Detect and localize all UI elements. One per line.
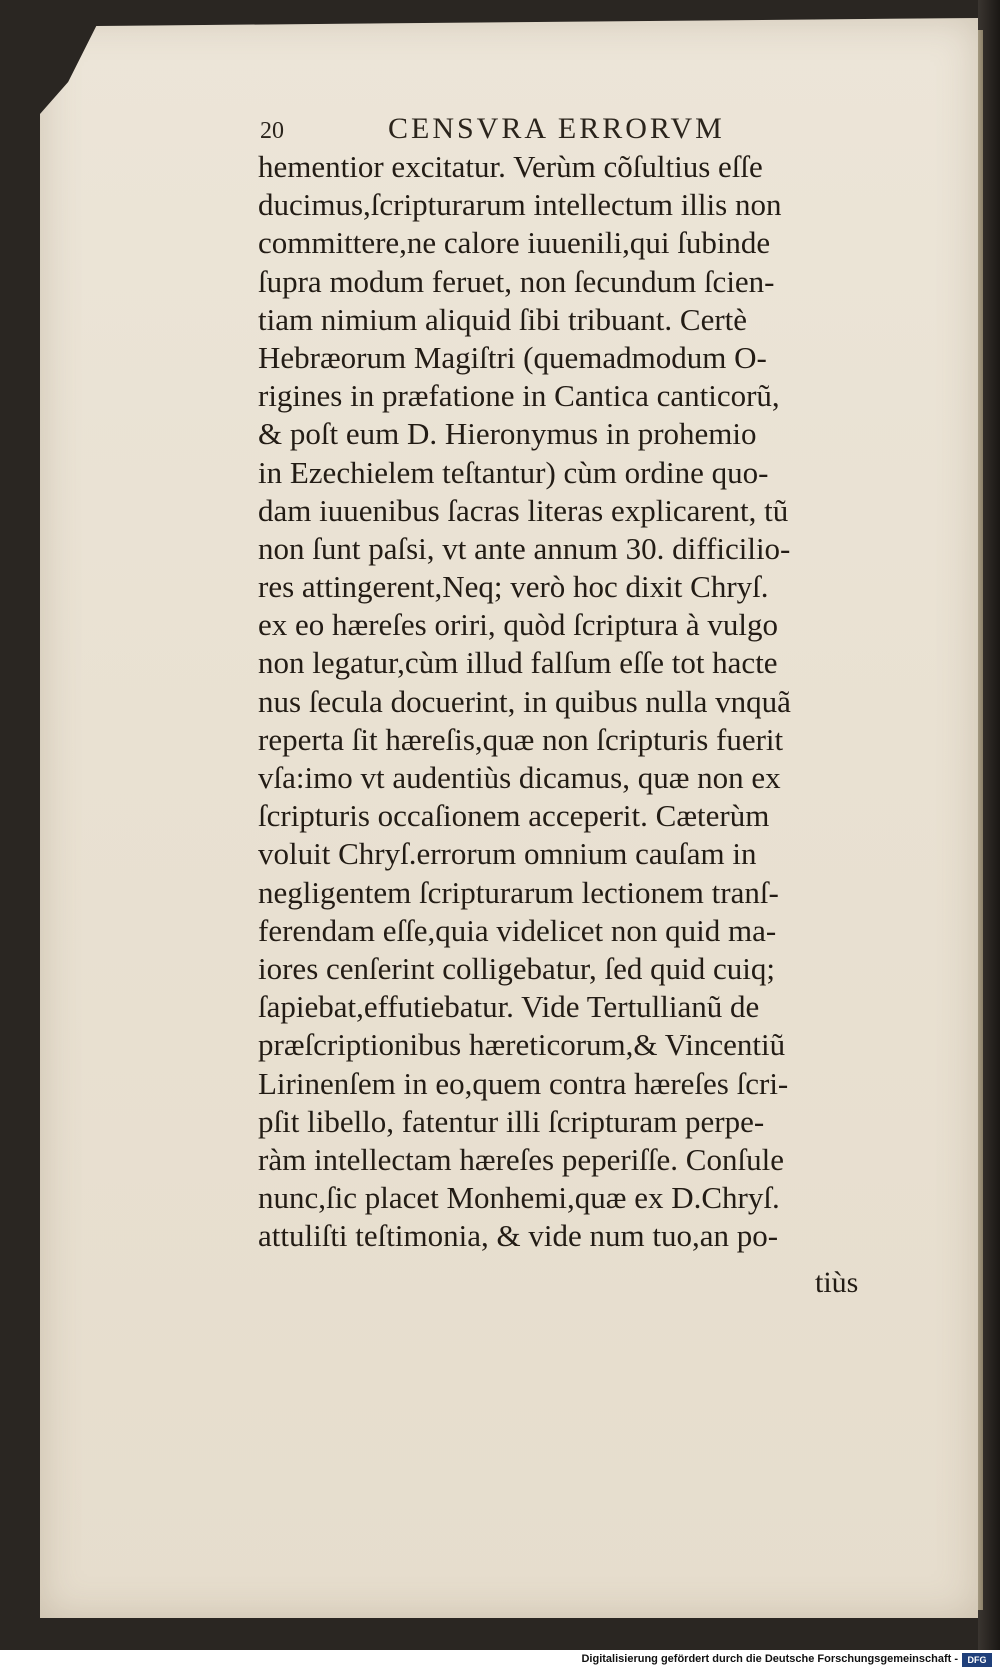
text-line: attuliſti teſtimonia, & vide num tuo,an po- [258,1218,779,1254]
text-line: ràm intellectam hæreſes peperiſſe. Conſule [258,1141,784,1177]
page-number: 20 [260,118,284,144]
text-line: Lirinenſem in eo,quem contra hæreſes ſcri- [258,1065,789,1101]
text-line: iores cenſerint colligebatur, ſed quid cuiq; [258,950,775,986]
text-line: hementior excitatur. Verùm cõſultius eſſe [258,149,763,184]
running-title: CENSVRA ERRORVM [388,112,725,145]
text-line: non legatur,cùm illud falſum eſſe tot hacte [258,645,778,681]
text-line: ſcripturis occaſionem acceperit. Cæterùm [258,798,770,834]
catchword: tiùs [815,1266,859,1299]
text-line: reperta ſit hæreſis,quæ non ſcripturis fuerit [258,721,784,757]
text-line: & poſt eum D. Hieronymus in prohemio [258,416,757,452]
text-line: ſupra modum feruet, non ſecundum ſcien- [258,263,775,299]
text-line: ferendam eſſe,quia videlicet non quid ma- [258,912,777,948]
text-line: res attingerent,Neq; verò hoc dixit Chryſ. [258,569,769,605]
body-text [258,148,898,1255]
text-line: voluit Chryſ.errorum omnium cauſam in [258,836,757,872]
text-line: negligentem ſcripturarum lectionem tranſ- [258,874,779,910]
text-line: nus ſecula docuerint, in quibus nulla vnquã [258,683,791,719]
dfg-logo-icon: DFG [962,1653,992,1667]
text-line: non ſunt paſsi, vt ante annum 30. difficilio- [258,530,791,566]
text-line: rigines in præfatione in Cantica canticorũ, [258,378,780,414]
footer-bar [0,1650,1000,1671]
text-line: pſit libello, fatentur illi ſcripturam perpe- [258,1103,765,1139]
text-line: nunc,ſic placet Monhemi,quæ ex D.Chryſ. [258,1180,780,1216]
text-line: ex eo hæreſes oriri, quòd ſcriptura à vulgo [258,607,778,643]
text-line: Hebræorum Magiſtri (quemadmodum O- [258,339,767,375]
text-line: dam iuuenibus ſacras literas explicarent, tũ [258,492,789,528]
text-line: committere,ne calore iuuenili,qui ſubinde [258,225,771,261]
text-line: in Ezechielem teſtantur) cùm ordine quo- [258,454,769,490]
funding-credit: Digitalisierung gefördert durch die Deutsche Forschungsgemeinschaft - [581,1653,958,1665]
text-line: præſcriptionibus hæreticorum,& Vincentiũ [258,1027,786,1063]
running-head [260,112,820,152]
text-line: tiam nimium aliquid ſibi tribuant. Certè [258,301,748,337]
text-line: vſa:imo vt audentiùs dicamus, quæ non ex [258,760,781,795]
text-line: ſapiebat,effutiebatur. Vide Tertullianũ de [258,989,760,1025]
text-line: ducimus,ſcripturarum intellectum illis non [258,187,782,223]
